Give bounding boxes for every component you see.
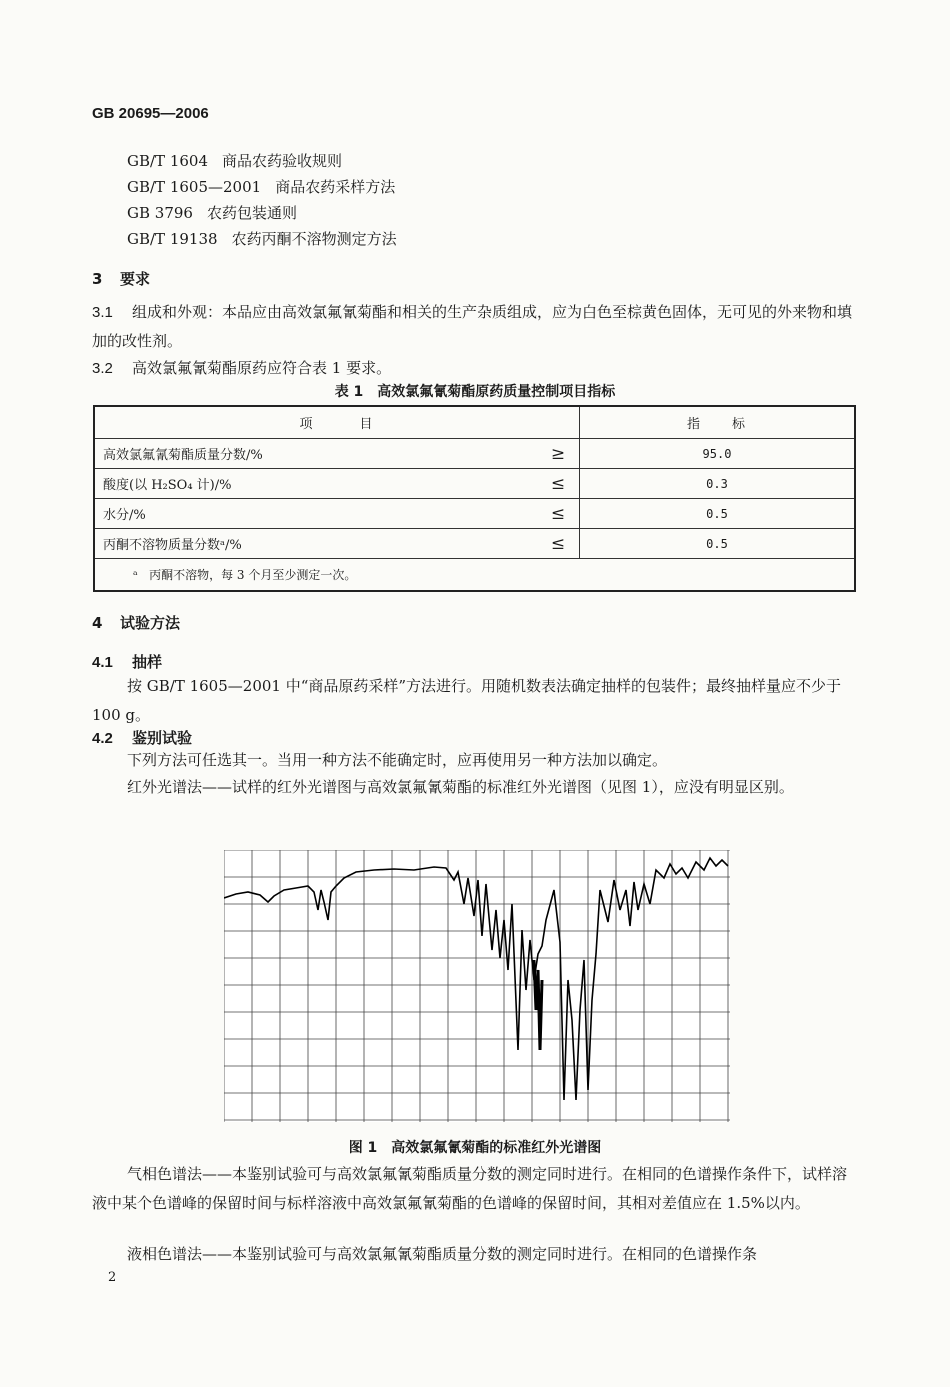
table-row [94,469,855,499]
clause-text: 高效氯氟氰菊酯原药应符合表 1 要求。 [132,359,392,377]
reference-code: GB 3796 [127,204,193,222]
section-number: 3 [92,270,103,288]
value-cell: 0.5 [580,499,856,529]
quality-spec-table [93,405,856,592]
reference-item [127,150,342,171]
footnote-text: 丙酮不溶物，每 3 个月至少测定一次。 [149,568,357,582]
column-header-item: 项 目 [94,406,580,439]
page-number: 2 [108,1270,117,1285]
table-caption: 表 1 高效氯氟氰菊酯原药质量控制项目指标 [334,384,616,400]
section-title: 试验方法 [120,614,181,632]
table-row [94,529,855,559]
ir-spectrum-figure [224,850,730,1122]
section-title: 要求 [120,270,151,288]
table-header-row [94,406,855,439]
value-cell: 0.5 [580,529,856,559]
reference-title: 商品农药验收规则 [222,152,343,170]
reference-item [127,228,397,249]
paragraph-3-1 [92,298,860,356]
table-row [94,499,855,529]
reference-code: GB/T 1605—2001 [127,178,262,196]
subsection-4-1-heading [92,651,162,672]
value-cell: 0.3 [580,469,856,499]
clause-title: 鉴别试验 [132,729,193,747]
standard-code: GB 20695—2006 [92,105,209,122]
item-cell: 高效氯氟氰菊酯质量分数/% [94,439,537,469]
reference-item [127,176,395,197]
clause-number: 3.1 [92,304,113,321]
paragraph-3-2 [92,354,860,383]
paragraph-4-2-gc: 气相色谱法——本鉴别试验可与高效氯氟氰菊酯质量分数的测定同时进行。在相同的色谱操作条件下，试样溶液中某个色谱峰的保留时间与标样溶液中高效氯氟氰菊酯的色谱峰的保留时间，其相对差值应在 1.5%以内。 [92,1165,848,1212]
value-cell: 95.0 [580,439,856,469]
item-cell: 丙酮不溶物质量分数ᵃ/% [94,529,537,559]
reference-title: 农药丙酮不溶物测定方法 [231,230,397,248]
reference-item [127,202,297,223]
section-3-heading [92,268,150,289]
paragraph-4-2-a: 下列方法可任选其一。当用一种方法不能确定时，应再使用另一种方法加以确定。 [127,751,668,769]
paragraph-4-2-lc: 液相色谱法——本鉴别试验可与高效氯氟氰菊酯质量分数的测定同时进行。在相同的色谱操作条 [127,1245,758,1263]
paragraph-4-2-ir: 红外光谱法——试样的红外光谱图与高效氯氟氰菊酯的标准红外光谱图（见图 1），应没有明显区别。 [127,778,794,796]
figure-caption: 图 1 高效氯氟氰菊酯的标准红外光谱图 [348,1140,602,1156]
clause-number: 3.2 [92,360,113,377]
reference-code: GB/T 19138 [127,230,218,248]
section-4-heading [92,612,180,633]
section-number: 4 [92,614,103,632]
comparison-symbol: ≤ [537,499,580,529]
table-footnote-row [94,559,855,592]
paragraph-4-1: 按 GB/T 1605—2001 中“商品原药采样”方法进行。用随机数表法确定抽样的包装件；最终抽样量应不少于 100 g。 [92,677,842,724]
reference-title: 商品农药采样方法 [275,178,396,196]
clause-number: 4.1 [92,654,113,671]
footnote-mark: ᵃ [133,568,138,582]
clause-number: 4.2 [92,730,113,747]
column-header-value: 指 标 [580,406,856,439]
table-footnote [94,559,855,592]
subsection-4-2-heading [92,727,192,748]
comparison-symbol: ≤ [537,529,580,559]
item-cell: 水分/% [94,499,537,529]
comparison-symbol: ≥ [537,439,580,469]
reference-code: GB/T 1604 [127,152,209,170]
item-cell: 酸度(以 H₂SO₄ 计)/% [94,469,537,499]
clause-title: 抽样 [132,653,163,671]
reference-title: 农药包装通则 [206,204,297,222]
table-row [94,439,855,469]
comparison-symbol: ≤ [537,469,580,499]
clause-text: 组成和外观：本品应由高效氯氟氰菊酯和相关的生产杂质组成，应为白色至棕黄色固体，无可见的外来物和填加的改性剂。 [92,303,853,350]
